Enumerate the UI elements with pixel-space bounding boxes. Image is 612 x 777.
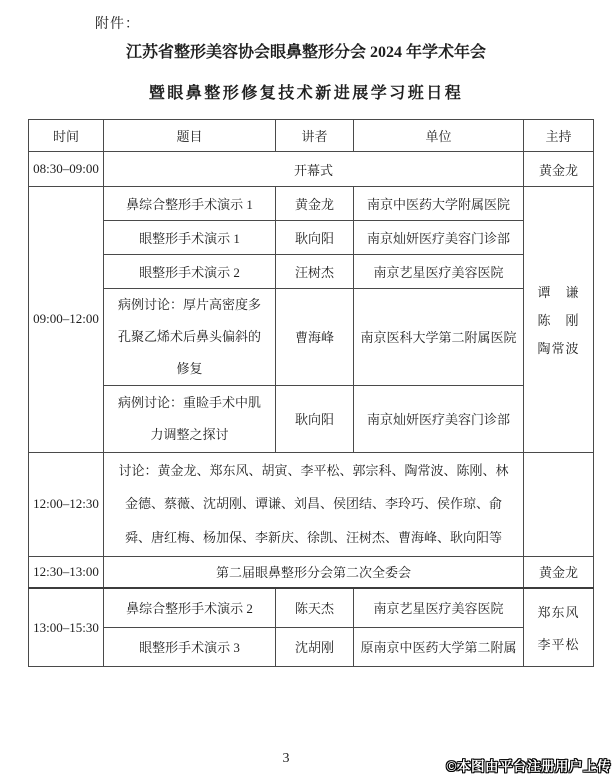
- time-cell: 09:00–12:00: [29, 187, 104, 453]
- host-name: 李平松: [537, 637, 580, 653]
- event-title: 开幕式: [104, 152, 524, 187]
- org-cell: 南京灿妍医疗美容门诊部: [354, 221, 524, 255]
- table-row: [29, 588, 594, 627]
- org-cell: 南京艺星医疗美容医院: [354, 255, 524, 289]
- time-cell: 12:30–13:00: [29, 556, 104, 588]
- event-title: 第二届眼鼻整形分会第二次全委会: [104, 556, 524, 588]
- speaker-cell: 陈天杰: [276, 588, 354, 627]
- host-cell: [524, 588, 594, 667]
- time-cell: 12:00–12:30: [29, 452, 104, 556]
- host-name: 陶常波: [537, 340, 580, 356]
- table-row: [29, 385, 594, 452]
- table-row: [29, 255, 594, 289]
- topic-cell: 鼻综合整形手术演示 2: [104, 588, 276, 627]
- watermark: ©本图由平台注册用户上传: [446, 759, 611, 774]
- table-row: [29, 556, 594, 588]
- discussion-cell: 讨论：黄金龙、郑东风、胡寅、李平松、郭宗科、陶常波、陈刚、林金德、蔡薇、沈胡刚、谭谦、刘昌、侯团结、李玲巧、侯作琼、俞舜、唐红梅、杨加保、李新庆、徐凯、汪树杰、曹海峰、耿向阳等: [104, 452, 524, 556]
- topic-cell: 眼整形手术演示 2: [104, 255, 276, 289]
- col-header-host: 主持: [524, 120, 594, 152]
- host-name: 郑东风: [537, 605, 580, 621]
- table-row: [29, 627, 594, 666]
- topic-cell: 病例讨论：厚片高密度多孔聚乙烯术后鼻头偏斜的修复: [104, 289, 276, 386]
- speaker-cell: 汪树杰: [276, 255, 354, 289]
- header-row: [29, 120, 594, 152]
- org-cell: 南京艺星医疗美容医院: [354, 588, 524, 627]
- time-cell: 08:30–09:00: [29, 152, 104, 187]
- document-title-line1: 江苏省整形美容协会眼鼻整形分会 2024 年学术年会: [125, 44, 486, 61]
- table-row: [29, 452, 594, 556]
- host-cell: 黄金龙: [524, 152, 594, 187]
- topic-cell: 病例讨论：重睑手术中肌力调整之探讨: [104, 385, 276, 452]
- host-cell: 黄金龙: [524, 556, 594, 588]
- speaker-cell: 黄金龙: [276, 187, 354, 221]
- host-name: 陈 刚: [537, 312, 580, 328]
- attachment-label: 附件：: [95, 17, 140, 32]
- speaker-cell: 曹海峰: [276, 289, 354, 386]
- topic-cell: 鼻综合整形手术演示 1: [104, 187, 276, 221]
- org-cell: 南京中医药大学附属医院: [354, 187, 524, 221]
- speaker-cell: 沈胡刚: [276, 627, 354, 666]
- host-name: 谭 谦: [537, 284, 580, 300]
- col-header-org: 单位: [354, 120, 524, 152]
- document-title-line2: 暨眼鼻整形修复技术新进展学习班日程: [148, 85, 464, 102]
- schedule-table: [28, 119, 594, 667]
- col-header-speaker: 讲者: [276, 120, 354, 152]
- speaker-cell: 耿向阳: [276, 221, 354, 255]
- host-cell: [524, 452, 594, 556]
- org-cell: 原南京中医药大学第二附属: [354, 627, 524, 666]
- time-cell: 13:00–15:30: [29, 588, 104, 667]
- table-row: [29, 152, 594, 187]
- topic-cell: 眼整形手术演示 3: [104, 627, 276, 666]
- org-cell: 南京灿妍医疗美容门诊部: [354, 385, 524, 452]
- page-number: 3: [282, 751, 290, 766]
- col-header-topic: 题目: [104, 120, 276, 152]
- table-row: [29, 289, 594, 386]
- topic-cell: 眼整形手术演示 1: [104, 221, 276, 255]
- host-cell: [524, 187, 594, 453]
- table-row: [29, 187, 594, 221]
- col-header-time: 时间: [29, 120, 104, 152]
- org-cell: 南京医科大学第二附属医院: [354, 289, 524, 386]
- speaker-cell: 耿向阳: [276, 385, 354, 452]
- table-row: [29, 221, 594, 255]
